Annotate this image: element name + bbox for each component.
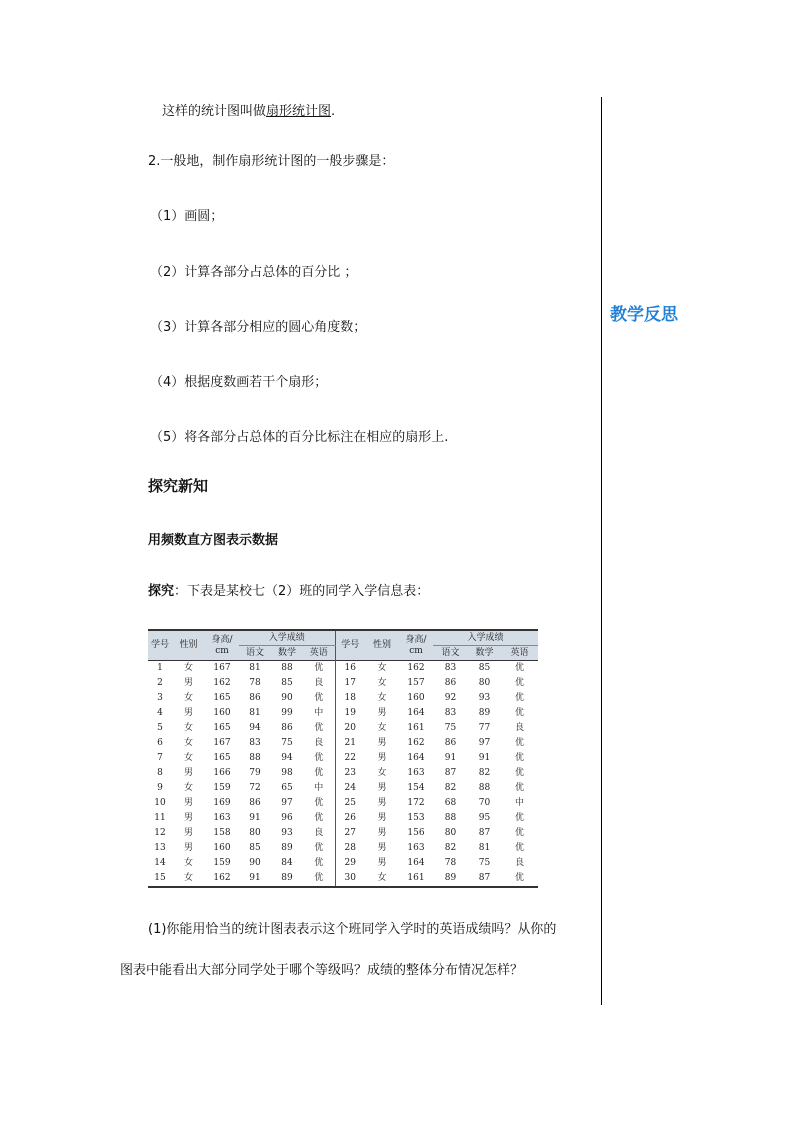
table-cell: 良 (303, 736, 335, 751)
table-cell: 4 (157, 708, 163, 718)
table-cell: 85 (249, 843, 261, 853)
table-cell: 81 (478, 843, 491, 853)
table-cell: 女 (183, 858, 193, 868)
table-cell: 78 (444, 858, 457, 868)
table-cell: 89 (271, 871, 303, 887)
intro-suffix: . (331, 104, 336, 119)
table-cell: 75 (444, 723, 457, 733)
table-cell: 男 (377, 753, 387, 763)
table-cell: 优 (515, 828, 525, 838)
table-cell: 11 (154, 813, 166, 823)
table-cell: 65 (281, 783, 293, 793)
table-cell: 13 (154, 843, 166, 853)
table-cell: 79 (249, 768, 261, 778)
header-height-2: 身高/ cm (399, 630, 433, 661)
table-cell: 95 (478, 813, 491, 823)
table-row (148, 661, 538, 677)
table-cell: 7 (157, 753, 163, 763)
table-cell: 优 (303, 871, 335, 887)
header-math: 数学 (271, 646, 303, 661)
table-cell: 161 (407, 723, 425, 733)
table-cell: 98 (281, 768, 293, 778)
section-heading: 探究新知 (148, 477, 209, 495)
table-cell: 良 (515, 858, 525, 868)
table-cell: 99 (281, 708, 293, 718)
table-cell: 80 (444, 828, 457, 838)
table-cell: 15 (148, 871, 172, 887)
table-cell: 164 (407, 858, 425, 868)
table-cell: 17 (344, 678, 356, 688)
table-cell: 85 (281, 678, 293, 688)
table-cell: 162 (213, 678, 231, 688)
table-cell: 女 (377, 678, 387, 688)
table-cell: 89 (478, 708, 491, 718)
table-cell: 94 (281, 753, 293, 763)
table-body (148, 661, 538, 888)
header-height: 身高/ cm (205, 630, 239, 661)
table-cell: 97 (478, 738, 491, 748)
table-cell: 88 (271, 661, 303, 677)
question-line-2: 图表中能看出大部分同学处于哪个等级吗？成绩的整体分布情况怎样？ (120, 963, 524, 978)
table-cell: 90 (281, 693, 293, 703)
table-cell: 女 (377, 693, 387, 703)
table-cell: 94 (249, 723, 261, 733)
table-row (148, 781, 538, 796)
table-cell: 85 (468, 661, 501, 677)
table-cell: 22 (344, 753, 356, 763)
table-cell: 92 (444, 693, 457, 703)
table-cell: 优 (515, 693, 525, 703)
table-cell: 中 (515, 798, 525, 808)
table-cell: 男 (183, 768, 193, 778)
table-cell: 14 (154, 858, 166, 868)
table-cell: 优 (515, 678, 525, 688)
table-cell: 162 (399, 661, 433, 677)
table-cell: 158 (213, 828, 231, 838)
explore-label: 探究 (148, 584, 175, 599)
table-cell: 163 (407, 768, 425, 778)
table-cell: 女 (183, 738, 193, 748)
table-cell: 161 (399, 871, 433, 887)
table-cell: 男 (377, 708, 387, 718)
table-cell: 18 (344, 693, 356, 703)
table-cell: 优 (515, 708, 525, 718)
table-cell: 83 (444, 708, 457, 718)
table-cell: 良 (515, 723, 525, 733)
table-cell: 77 (478, 723, 491, 733)
table-row (148, 751, 538, 766)
table-cell: 89 (281, 843, 293, 853)
table-cell: 160 (213, 843, 231, 853)
table-cell: 男 (377, 843, 387, 853)
table-cell: 20 (344, 723, 356, 733)
table-cell: 10 (154, 798, 166, 808)
table-cell: 优 (303, 796, 335, 811)
table-cell: 172 (407, 798, 425, 808)
table-cell: 75 (478, 858, 491, 868)
step-1: （1）画圆； (150, 209, 224, 224)
table-cell: 29 (344, 858, 356, 868)
table-cell: 89 (433, 871, 468, 887)
table-row (148, 706, 538, 721)
table-cell: 优 (303, 721, 335, 736)
table-cell: 167 (213, 738, 231, 748)
table-cell: 162 (205, 871, 239, 887)
question-line-1: (1)你能用恰当的统计图表表示这个班同学入学时的英语成绩吗？从你的 (148, 922, 557, 937)
table-cell: 82 (444, 843, 457, 853)
intro-term: 扇形统计图 (266, 104, 332, 119)
header-gender-2: 性别 (365, 630, 399, 661)
table-cell: 88 (478, 783, 491, 793)
table-cell: 女 (365, 661, 399, 677)
table-cell: 男 (183, 678, 193, 688)
table-cell: 68 (444, 798, 457, 808)
table-cell: 男 (377, 828, 387, 838)
table-cell: 90 (249, 858, 261, 868)
table-cell: 83 (433, 661, 468, 677)
table-cell: 165 (213, 753, 231, 763)
table-cell: 164 (407, 753, 425, 763)
step-2: （2）计算各部分占总体的百分比 ； (150, 265, 358, 280)
table-cell: 男 (183, 828, 193, 838)
table-cell: 21 (344, 738, 356, 748)
table-cell: 165 (213, 723, 231, 733)
column-divider (601, 97, 602, 1005)
table-cell: 86 (281, 723, 293, 733)
table-cell: 优 (515, 768, 525, 778)
header-math-2: 数学 (468, 646, 501, 661)
table-row (148, 841, 538, 856)
table-cell: 93 (281, 828, 293, 838)
table-cell: 优 (303, 766, 335, 781)
table-header-row (148, 630, 538, 646)
table-cell: 78 (249, 678, 261, 688)
steps-title: 2.一般地，制作扇形统计图的一般步骤是： (148, 154, 395, 169)
table-cell: 91 (249, 813, 261, 823)
table-row (148, 721, 538, 736)
table-cell: 16 (335, 661, 365, 677)
table-cell: 男 (377, 813, 387, 823)
table-cell: 75 (281, 738, 293, 748)
table-cell: 12 (154, 828, 166, 838)
table-cell: 87 (478, 828, 491, 838)
table-cell: 3 (157, 693, 163, 703)
table-cell: 优 (303, 856, 335, 871)
table-cell: 83 (249, 738, 261, 748)
table-cell: 153 (407, 813, 425, 823)
table-cell: 86 (249, 798, 261, 808)
table-cell: 160 (407, 693, 425, 703)
step-3: （3）计算各部分相应的圆心角度数； (150, 320, 367, 335)
table-cell: 23 (344, 768, 356, 778)
table-cell: 88 (444, 813, 457, 823)
table-cell: 男 (183, 708, 193, 718)
table-cell: 女 (365, 871, 399, 887)
table-row (148, 856, 538, 871)
table-cell: 女 (183, 693, 193, 703)
table-cell: 91 (444, 753, 457, 763)
table-cell: 87 (444, 768, 457, 778)
table-cell: 男 (183, 798, 193, 808)
table-row (148, 796, 538, 811)
table-cell: 97 (281, 798, 293, 808)
table-row (148, 811, 538, 826)
table-cell: 88 (249, 753, 261, 763)
table-cell: 男 (377, 783, 387, 793)
table-cell: 男 (183, 813, 193, 823)
table-cell: 80 (249, 828, 261, 838)
table-cell: 良 (303, 826, 335, 841)
step-4: （4）根据度数画若干个扇形； (150, 375, 328, 390)
intro-sentence (162, 103, 335, 121)
table-cell: 24 (344, 783, 356, 793)
table-cell: 中 (303, 781, 335, 796)
table-cell: 优 (303, 661, 335, 677)
table-cell: 优 (303, 811, 335, 826)
table-cell: 女 (377, 768, 387, 778)
table-cell: 优 (515, 843, 525, 853)
table-cell: 9 (157, 783, 163, 793)
table-cell: 93 (478, 693, 491, 703)
table-row (148, 676, 538, 691)
table-cell: 女 (183, 753, 193, 763)
table-cell: 81 (239, 661, 271, 677)
table-cell: 91 (239, 871, 271, 887)
table-cell: 25 (344, 798, 356, 808)
table-cell: 82 (478, 768, 491, 778)
step-5: （5）将各部分占总体的百分比标注在相应的扇形上. (150, 430, 449, 445)
table-cell: 女 (183, 723, 193, 733)
table-cell: 70 (478, 798, 491, 808)
table-cell: 27 (344, 828, 356, 838)
table-cell: 26 (344, 813, 356, 823)
header-english: 英语 (303, 646, 335, 661)
table-cell: 72 (249, 783, 261, 793)
table-cell: 86 (444, 678, 457, 688)
table-cell: 1 (148, 661, 172, 677)
table-cell: 男 (377, 738, 387, 748)
table-cell: 159 (213, 783, 231, 793)
explore-line (148, 583, 429, 601)
table-cell: 82 (444, 783, 457, 793)
table-cell: 良 (303, 676, 335, 691)
table-cell: 优 (303, 691, 335, 706)
table-cell: 162 (407, 738, 425, 748)
table-cell: 优 (501, 871, 538, 887)
table-cell: 30 (335, 871, 365, 887)
table-cell: 男 (377, 798, 387, 808)
table-cell: 96 (281, 813, 293, 823)
table-cell: 166 (213, 768, 231, 778)
header-id: 学号 (148, 630, 172, 661)
table-cell: 优 (515, 783, 525, 793)
table-cell: 女 (172, 871, 205, 887)
table-cell: 156 (407, 828, 425, 838)
table-cell: 女 (377, 723, 387, 733)
intro-prefix: 这样的统计图叫做 (162, 104, 267, 119)
table-cell: 2 (157, 678, 163, 688)
table-cell: 优 (515, 813, 525, 823)
header-english-2: 英语 (501, 646, 538, 661)
table-cell: 164 (407, 708, 425, 718)
table-row (148, 736, 538, 751)
student-info-table (148, 629, 538, 888)
table-cell: 81 (249, 708, 261, 718)
table-cell: 6 (157, 738, 163, 748)
header-id-2: 学号 (335, 630, 365, 661)
table-row (148, 826, 538, 841)
table-cell: 154 (407, 783, 425, 793)
table-cell: 159 (213, 858, 231, 868)
table-cell: 160 (213, 708, 231, 718)
table-cell: 86 (249, 693, 261, 703)
table-cell: 5 (157, 723, 163, 733)
table-row (148, 871, 538, 887)
sub-heading: 用频数直方图表示数据 (148, 533, 279, 548)
table-cell: 28 (344, 843, 356, 853)
table-cell: 男 (183, 843, 193, 853)
table-row (148, 691, 538, 706)
table-cell: 19 (344, 708, 356, 718)
table-cell: 87 (468, 871, 501, 887)
table-cell: 女 (172, 661, 205, 677)
table-cell: 163 (213, 813, 231, 823)
header-scores-group: 入学成绩 (239, 630, 335, 646)
table-cell: 163 (407, 843, 425, 853)
table-cell: 女 (183, 783, 193, 793)
table-cell: 165 (213, 693, 231, 703)
table-cell: 84 (281, 858, 293, 868)
table-cell: 167 (205, 661, 239, 677)
table-cell: 优 (515, 753, 525, 763)
table-cell: 8 (157, 768, 163, 778)
table-row (148, 766, 538, 781)
table-cell: 男 (377, 858, 387, 868)
table-cell: 优 (303, 841, 335, 856)
table-cell: 优 (501, 661, 538, 677)
table-cell: 157 (407, 678, 425, 688)
table-cell: 中 (303, 706, 335, 721)
table-cell: 91 (478, 753, 491, 763)
teaching-reflection-label: 教学反思 (610, 305, 678, 325)
table-cell: 优 (515, 738, 525, 748)
header-chinese-2: 语文 (433, 646, 468, 661)
table-cell: 169 (213, 798, 231, 808)
header-scores-group-2: 入学成绩 (433, 630, 538, 646)
table-cell: 优 (303, 751, 335, 766)
table-cell: 86 (444, 738, 457, 748)
header-gender: 性别 (172, 630, 205, 661)
explore-text: ：下表是某校七（2）班的同学入学信息表： (174, 584, 430, 599)
header-chinese: 语文 (239, 646, 271, 661)
table-cell: 80 (478, 678, 491, 688)
